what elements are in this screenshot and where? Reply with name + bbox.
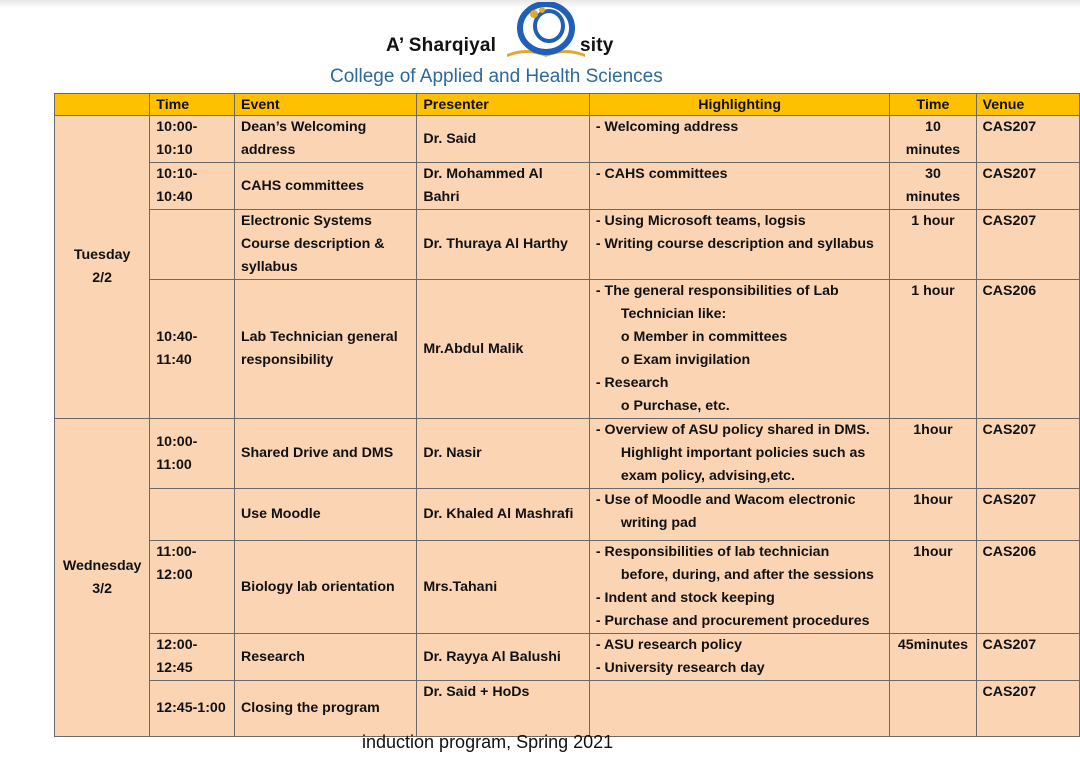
highlight-line: Highlight important policies such as [620, 445, 866, 461]
header-presenter: Presenter [417, 94, 590, 116]
event-line: CAHS committees [241, 177, 364, 194]
day-name: Wednesday [62, 557, 142, 574]
venue-cell: CAS207 [976, 489, 1079, 541]
duration-cell [890, 541, 976, 634]
highlight-line: - Using Microsoft teams, logsis [595, 213, 806, 229]
day-cell-wednesday [55, 419, 150, 737]
table-row [55, 489, 1080, 541]
event-cell [235, 634, 417, 681]
presenter-cell [417, 541, 590, 634]
event-line: address [241, 142, 296, 158]
event-cell [235, 419, 417, 489]
university-name [386, 35, 614, 57]
event-cell [235, 210, 417, 280]
highlight-line: before, during, and after the sessions [620, 567, 874, 583]
event-line: Use Moodle [241, 506, 321, 522]
presenter-line: Mr.Abdul Malik [423, 340, 524, 357]
venue-cell: CAS207 [976, 634, 1079, 681]
event-cell [235, 541, 417, 634]
time-line: 10:40 [156, 189, 193, 205]
highlight-line: o Exam invigilation [620, 352, 751, 368]
highlight-cell [589, 163, 890, 210]
time-cell [150, 489, 235, 541]
time-line: 10:10 [156, 142, 193, 158]
time-line: 11:00 [156, 456, 192, 473]
event-line: Shared Drive and DMS [241, 445, 394, 461]
duration-line: 30 [925, 166, 941, 182]
header-time: Time [150, 94, 235, 116]
venue-cell: CAS207 [976, 116, 1079, 163]
presenter-cell [417, 210, 590, 280]
presenter-cell [417, 116, 590, 163]
time-cell [150, 541, 235, 634]
event-cell [235, 681, 417, 737]
table-row [55, 163, 1080, 210]
highlight-line: o Purchase, etc. [620, 398, 730, 414]
highlight-line: - Indent and stock keeping [595, 590, 775, 606]
presenter-line: Dr. Said [423, 130, 477, 147]
presenter-cell [417, 681, 590, 737]
event-line: responsibility [241, 352, 334, 368]
header-day-cell [55, 94, 150, 116]
presenter-line: Dr. Said + HoDs [423, 684, 530, 700]
event-cell [235, 163, 417, 210]
document-footer: induction program, Spring 2021 [362, 732, 614, 752]
table-row [55, 280, 1080, 419]
presenter-line: Dr. Khaled Al Mashrafi [423, 506, 574, 522]
highlight-line: - Writing course description and syllabus [595, 236, 874, 252]
highlight-line: - Overview of ASU policy shared in DMS. [595, 422, 870, 438]
event-line: Dean’s Welcoming [241, 119, 367, 135]
presenter-line: Dr. Nasir [423, 445, 482, 461]
day-date: 2/2 [92, 270, 113, 286]
university-name-part1: A’ Sharqiyal [386, 35, 497, 56]
table-row [55, 419, 1080, 489]
event-line: Biology lab orientation [241, 578, 395, 595]
time-line: 10:00- [156, 119, 198, 135]
time-line: 10:10- [156, 166, 198, 182]
highlight-cell [589, 489, 890, 541]
venue-cell: CAS207 [976, 210, 1079, 280]
duration-cell [890, 116, 976, 163]
event-cell [235, 116, 417, 163]
schedule-table [54, 93, 1080, 737]
highlight-cell [589, 210, 890, 280]
venue-cell: CAS207 [976, 681, 1079, 737]
event-line: syllabus [241, 259, 298, 275]
event-cell [235, 280, 417, 419]
header-event: Event [235, 94, 417, 116]
duration-line: 1 hour [911, 283, 955, 299]
day-cell-tuesday [55, 116, 150, 419]
highlight-cell [589, 634, 890, 681]
table-row [55, 210, 1080, 280]
duration-cell [890, 280, 976, 419]
duration-line: 45minutes [897, 637, 969, 653]
duration-cell [890, 163, 976, 210]
time-line: 12:45-1:00 [156, 700, 226, 716]
time-line: 10:00- [156, 433, 198, 450]
duration-cell [890, 419, 976, 489]
time-line: 12:45 [156, 660, 193, 676]
venue-cell: CAS206 [976, 541, 1079, 634]
duration-line: 1hour [913, 544, 953, 560]
duration-cell [890, 681, 976, 737]
highlight-line: - Research [595, 375, 669, 391]
highlight-cell [589, 280, 890, 419]
highlight-line: writing pad [620, 515, 697, 531]
time-cell [150, 419, 235, 489]
table-row [55, 634, 1080, 681]
time-cell [150, 634, 235, 681]
venue-cell: CAS207 [976, 163, 1079, 210]
document-header [0, 0, 1080, 92]
presenter-line: Dr. Mohammed Al [423, 166, 543, 182]
event-line: Electronic Systems [241, 213, 372, 229]
venue-cell: CAS207 [976, 419, 1079, 489]
time-cell [150, 210, 235, 280]
table-header-row [55, 94, 1080, 116]
event-line: Course description & [241, 236, 385, 252]
duration-line: 1hour [913, 492, 953, 508]
day-date: 3/2 [92, 580, 113, 597]
time-line: 10:40- [156, 329, 198, 345]
university-name-part2: sity [580, 35, 614, 56]
time-line: 12:00- [156, 637, 198, 653]
presenter-cell [417, 634, 590, 681]
table-row [55, 541, 1080, 634]
header-venue: Venue [976, 94, 1079, 116]
presenter-line: Dr. Rayya Al Balushi [423, 648, 561, 665]
highlight-line: - Responsibilities of lab technician [595, 544, 830, 560]
highlight-line: - University research day [595, 660, 765, 676]
duration-line: minutes [905, 189, 961, 205]
highlight-cell [589, 419, 890, 489]
header-duration: Time [890, 94, 976, 116]
duration-line: minutes [905, 142, 961, 158]
highlight-line: - Purchase and procurement procedures [595, 613, 870, 629]
duration-cell [890, 210, 976, 280]
event-line: Closing the program [241, 700, 380, 716]
time-line: 11:00- [156, 544, 197, 560]
highlight-line: - The general responsibilities of Lab [595, 283, 839, 299]
duration-line: 10 [925, 119, 941, 135]
time-cell [150, 280, 235, 419]
highlight-cell [589, 116, 890, 163]
presenter-line: Mrs.Tahani [423, 578, 498, 595]
day-name: Tuesday [73, 247, 131, 263]
presenter-cell [417, 280, 590, 419]
college-name: College of Applied and Health Sciences [330, 66, 663, 87]
duration-cell [890, 489, 976, 541]
duration-cell [890, 634, 976, 681]
time-cell [150, 116, 235, 163]
duration-line: 1hour [913, 422, 953, 438]
presenter-line: Bahri [423, 189, 460, 205]
highlight-cell [589, 681, 890, 737]
header-highlighting: Highlighting [589, 94, 890, 116]
highlight-line: - CAHS committees [595, 166, 728, 182]
presenter-cell [417, 163, 590, 210]
highlight-line: - Use of Moodle and Wacom electronic [595, 492, 856, 508]
time-line: 12:00 [156, 567, 193, 583]
event-line: Lab Technician general [241, 329, 398, 345]
time-cell [150, 163, 235, 210]
duration-line: 1 hour [911, 213, 955, 229]
presenter-cell [417, 489, 590, 541]
time-cell [150, 681, 235, 737]
event-cell [235, 489, 417, 541]
highlight-line: Technician like: [620, 306, 727, 322]
highlight-line: exam policy, advising,etc. [620, 468, 795, 484]
highlight-cell [589, 541, 890, 634]
highlight-line: - Welcoming address [595, 119, 739, 135]
presenter-cell [417, 419, 590, 489]
venue-cell: CAS206 [976, 280, 1079, 419]
highlight-line: - ASU research policy [595, 637, 743, 653]
highlight-line: o Member in committees [620, 329, 788, 345]
table-row [55, 116, 1080, 163]
table-row [55, 681, 1080, 737]
event-line: Research [241, 648, 305, 665]
presenter-line: Dr. Thuraya Al Harthy [423, 236, 568, 252]
time-line: 11:40 [156, 352, 192, 368]
